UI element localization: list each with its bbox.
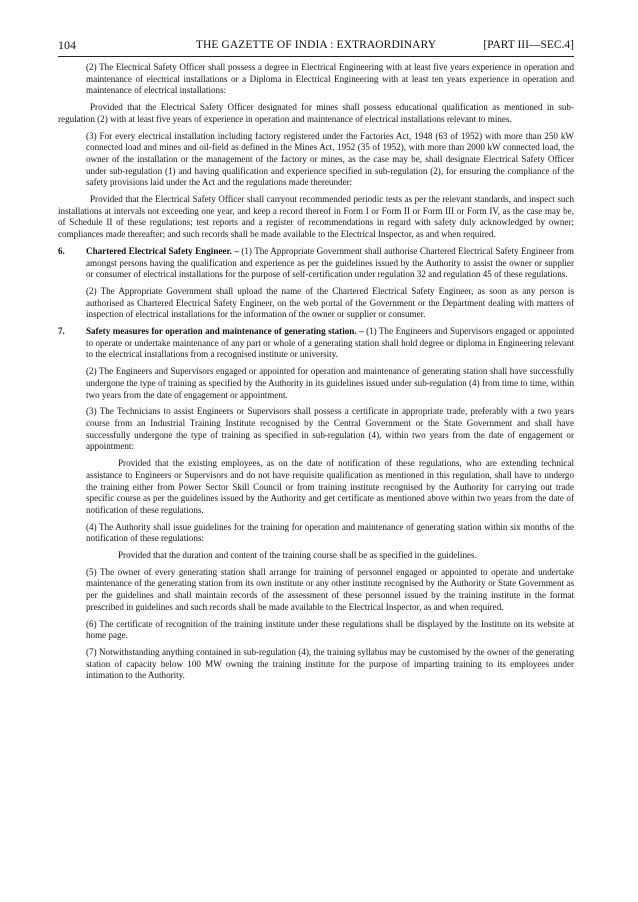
- paragraph-5-2: (2) The Electrical Safety Officer shall possess a degree in Electrical Engineering with at least five years experience in operation and maintenance of electrical installations or a Diploma in Electrical Engineering with at least ten years experience in operation and maintenance of electrical installations:: [86, 62, 574, 96]
- proviso-7-3: Provided that the existing employees, as on the date of notification of these regulations, who are extending technical assistance to Engineers or Supervisors and do not have requisite qualification as mentioned in this regulation, shall have to undergo the training either from Power Sector Skill Council or from training institute recognised by the Authority for carrying out trade specific course as per the guidelines issued by the Authority and get certificate as mentioned above within two years from the date of notification of these regulations.: [86, 458, 574, 515]
- paragraph-5-3: (3) For every electrical installation including factory registered under the Factories Act, 1948 (63 of 1952) with more than 250 kW connected load and mines and oil-field as defined in the Mines Act, 1952 (35 of 1952), with more than 2000 kW connected load, the owner of the installation or the management of the factory or mines, as the case may be, shall designate Electrical Safety Officer under sub-regulation (1) and having qualification and experience specified in sub-regulation (2), for ensuring the compliance of the safety provisions laid under the Act and the regulations made thereunder:: [86, 130, 574, 188]
- paragraph-7-2: (2) The Engineers and Supervisors engaged or appointed for operation and maintenance of generating station shall have successfully undergone the type of training as specified by the Authority in its guidelines issued under sub-regulation (4) from time to time, within two years from the date of engagement or appointment.: [86, 366, 574, 400]
- part-section: [PART III—SEC.4]: [483, 39, 574, 51]
- document-body: [58, 62, 574, 682]
- section-7-heading: Safety measures for operation and maintenance of generating station. –: [86, 326, 364, 337]
- proviso-5-3: Provided that the Electrical Safety Officer shall carryout recommended periodic tests as per the relevant standards, and inspect such installations at intervals not exceeding one year, and keep a record thereof in Form I or Form II or Form III or Form IV, as the case may be, of Schedule II of these regulations; test reports and a register of recommendations in regard with safety duly acknowledged by owner; compliances made thereafter; and such records shall be made available to the Electrical Inspector, as and when required.: [58, 194, 574, 240]
- section-6: [58, 246, 574, 281]
- section-6-text: (1) The Appropriate Government shall authorise Chartered Electrical Safety Engineer from amongst persons having the qualification and experience as per the guidelines issued by the Authority to assist the owner or supplier or consumer of electrical installations for the purpose of self-certification under regulation 32 and regulation 45 of these regulations.: [86, 245, 574, 280]
- page-number: 104: [58, 38, 76, 52]
- paragraph-7-5: (5) The owner of every generating station shall arrange for training of personnel engaged or appointed to operate and undertake maintenance of the generating station from its own institute or any other institute recognised by the Authority or State Government as per the guidelines and shall maintain records of the assessment of these personnel issued by the training institute in the format prescribed in guidelines and such records shall be made available to the Electrical Inspector, as and when required.: [86, 566, 574, 612]
- section-6-heading: Chartered Electrical Safety Engineer. –: [86, 245, 239, 256]
- section-7-number: 7.: [58, 326, 65, 337]
- paragraph-7-4: (4) The Authority shall issue guidelines for the training for operation and maintenance of generating station within six months of the notification of these regulations:: [86, 521, 574, 544]
- proviso-5-2: Provided that the Electrical Safety Officer designated for mines shall possess educational qualification as mentioned in sub-regulation (2) with at least five years of experience in operation and maintenance of electrical installations relevant to mines.: [58, 102, 574, 124]
- section-6-number: 6.: [58, 245, 65, 256]
- page-header: [58, 36, 574, 57]
- gazette-title: THE GAZETTE OF INDIA : EXTRAORDINARY: [195, 39, 437, 51]
- paragraph-6-2: (2) The Appropriate Government shall upload the name of the Chartered Electrical Safety Engineer, as soon as any person is authorised as Chartered Electrical Safety Engineer, on the web portal of the Government or the Department dealing with matters of inspection of electrical installations for the information of the owner or supplier or consumer.: [86, 285, 574, 320]
- section-7: [58, 326, 574, 361]
- section-7-text: (1) The Engineers and Supervisors engaged or appointed to operate or undertake maintenance of any part or whole of a generating station shall hold degree or diploma in Engineering relevant to the electrical installations from a recognised institute or university.: [86, 326, 575, 360]
- paragraph-7-3: (3) The Technicians to assist Engineers or Supervisors shall possess a certificate in appropriate trade, preferably with a two years course from an Industrial Training Institute recognised by the Central Government or the State Government and shall have successfully undergone the type of training as specified in sub-regulation (4), within two years from the date of engagement or appointment:: [86, 406, 574, 452]
- paragraph-7-6: (6) The certificate of recognition of the training institute under these regulations shall be displayed by the Institute on its website at home page.: [86, 618, 574, 641]
- proviso-7-4: Provided that the duration and content of the training course shall be as specified in the guidelines.: [118, 550, 477, 561]
- paragraph-7-7: (7) Notwithstanding anything contained in sub-regulation (4), the training syllabus may be customised by the owner of the generating station of capacity below 100 MW owning the training institute for the purpose of imparting training to its employees under intimation to the Authority.: [86, 646, 574, 681]
